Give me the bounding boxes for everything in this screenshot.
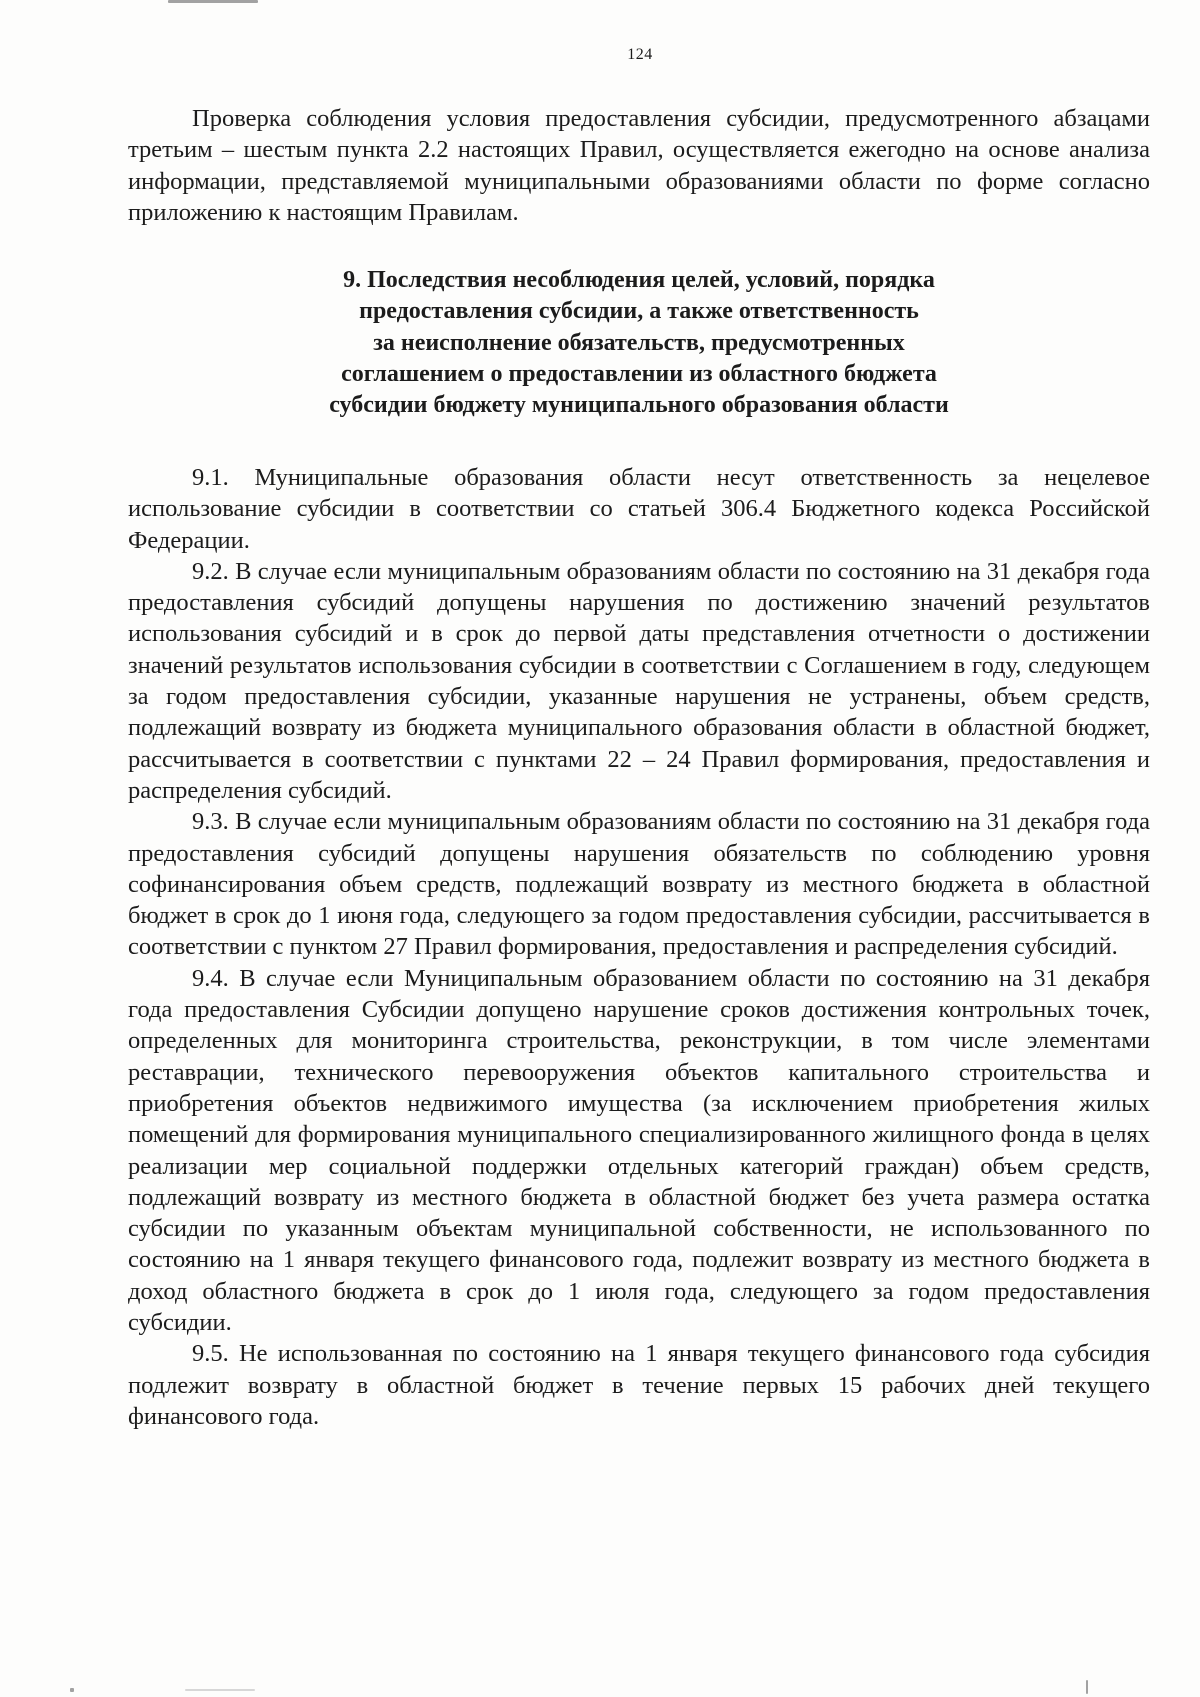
scan-artifact-bottom-right [1086,1680,1088,1694]
paragraph-9-3: 9.3. В случае если муниципальным образованиям области по состоянию на 31 декабря года предоставления субсидий допущены нарушения обязательств по соблюдению уровня софинансирования объем средств, подлежащий возврату из местного бюджета в областной бюджет в срок до 1 июня года, следующего за годом предоставления субсидии, рассчитывается в соответствии с пунктом 27 Правил формирования, предоставления и распределения субсидий. [128,808,1150,961]
paragraph-9-4: 9.4. В случае если Муниципальным образованием области по состоянию на 31 декабря года предоставления Субсидии допущено нарушение сроков достижения контрольных точек, определенных для мониторинга строительства, реконструкции, в том числе элементами реставрации, технического перевооружения объектов капитального строительства и приобретения объектов недвижимого имущества (за исключением приобретения жилых помещений для формирования муниципального специализированного жилищного фонда в целях реализации мер социальной поддержки отдельных категорий граждан) объем средств, подлежащий возврату из местного бюджета в областной бюджет без учета размера остатка субсидии по указанным объектам муниципальной собственности, не использованного по состоянию на 1 января текущего финансового года, подлежит возврату из местного бюджета в доход областного бюджета в срок до 1 июля года, следующего за годом предоставления субсидии. [128,964,1150,1337]
heading-line: за неисполнение обязательств, предусмотренных [373,329,905,356]
page-number: 124 [627,46,653,63]
intro-paragraph: Проверка соблюдения условия предоставления субсидии, предусмотренного абзацами третьим – шестым пункта 2.2 настоящих Правил, осуществляется ежегодно на основе анализа информации, представляемой муниципальными образованиями области по форме согласно приложению к настоящим Правилам. [128,105,1150,226]
heading-line: 9. Последствия несоблюдения целей, условий, порядка [343,267,935,293]
scan-artifact-bottom-left [70,1688,74,1692]
section-body [128,462,1150,1432]
paragraph-9-1: 9.1. Муниципальные образования области несут ответственность за нецелевое использование субсидии в соответствии со статьей 306.4 Бюджетного кодекса Российской Федерации. [128,464,1150,554]
scan-artifact-bottom-mid [185,1689,255,1691]
paragraph-9-5: 9.5. Не использованная по состоянию на 1 января текущего финансового года субсидия подлежит возврату в областной бюджет в течение первых 15 рабочих дней текущего финансового года. [128,1340,1150,1430]
section-heading [128,265,1150,421]
heading-line: субсидии бюджету муниципального образования области [329,392,949,419]
paragraph-9-2: 9.2. В случае если муниципальным образованиям области по состоянию на 31 декабря года предоставления субсидий допущены нарушения по достижению значений результатов использования субсидий и в срок до первой даты представления отчетности о достижении значений результатов использования субсидии в соответствии с Соглашением в году, следующем за годом предоставления субсидии, указанные нарушения не устранены, объем средств, подлежащий возврату из бюджета муниципального образования области в областной бюджет, рассчитывается в соответствии с пунктами 22 – 24 Правил формирования, предоставления и распределения субсидий. [128,557,1150,804]
heading-line: соглашением о предоставлении из областного бюджета [341,360,937,387]
intro-block [128,103,1150,228]
scan-artifact-top [168,0,258,3]
heading-line: предоставления субсидии, а также ответственность [359,298,919,325]
